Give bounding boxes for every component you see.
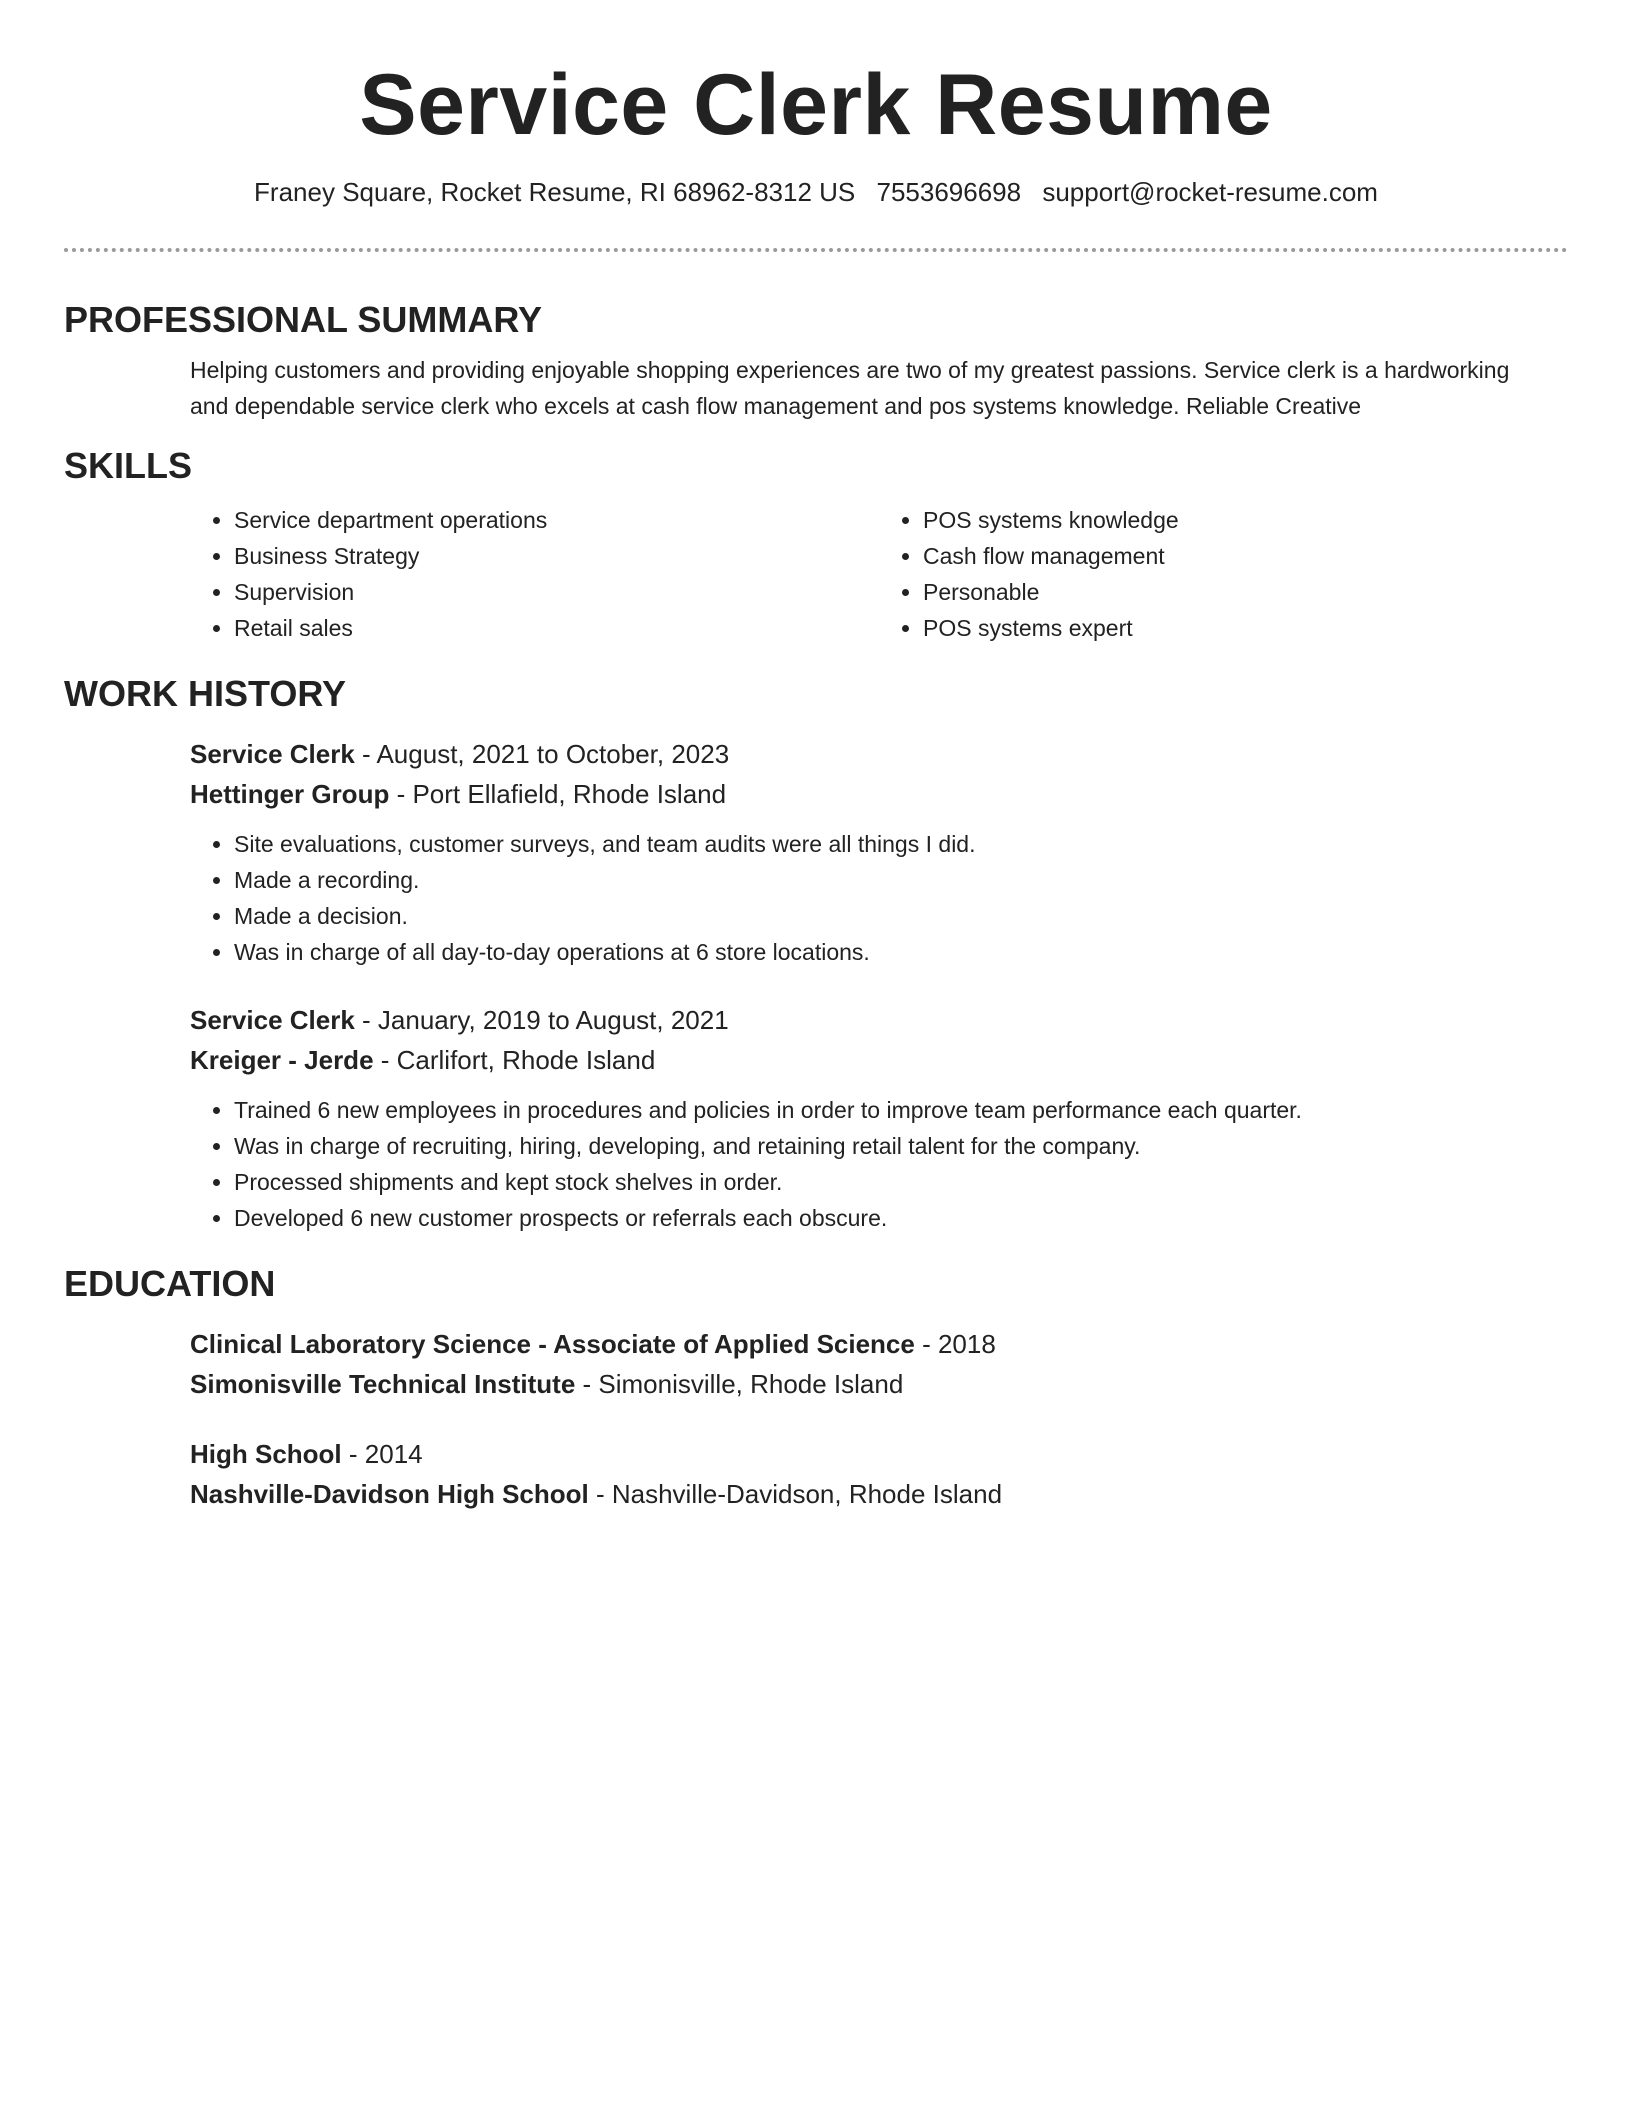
job-company-line: [190, 1040, 1568, 1080]
job-bullet: • Site evaluations, customer surveys, and team audits were all things I did.: [234, 826, 1568, 862]
work-section: [64, 672, 1568, 1236]
header-divider: [64, 248, 1568, 252]
job-dates: - January, 2019 to August, 2021: [354, 1005, 729, 1035]
section-heading-summary: PROFESSIONAL SUMMARY: [64, 299, 543, 340]
skills-column-right: [879, 502, 1568, 646]
section-heading-skills: SKILLS: [64, 445, 193, 486]
education-degree: Clinical Laboratory Science - Associate of Applied Science: [190, 1329, 915, 1359]
education-entry: [64, 1434, 1568, 1514]
education-degree: High School: [190, 1439, 342, 1469]
section-heading-education: EDUCATION: [64, 1263, 276, 1304]
skill-item: • POS systems knowledge: [923, 502, 1568, 538]
summary-text: Helping customers and providing enjoyable shopping experiences are two of my greatest passions. Service clerk is a hardworking and dependable service clerk who excels at cash flow management and pos systems knowledge. Reliable Creative: [190, 357, 1510, 419]
education-section: [64, 1262, 1568, 1514]
contact-line: [64, 176, 1568, 208]
education-year: - 2018: [914, 1329, 996, 1359]
job-bullet: • Was in charge of recruiting, hiring, developing, and retaining retail talent for the company.: [234, 1128, 1568, 1164]
section-heading-work: WORK HISTORY: [64, 673, 347, 714]
education-degree-line: [190, 1324, 1568, 1364]
summary-section: [64, 298, 1568, 424]
education-location: - Nashville-Davidson, Rhode Island: [588, 1479, 1003, 1509]
education-year: - 2014: [341, 1439, 423, 1469]
job-title-line: [190, 734, 1568, 774]
job-bullet: • Made a decision.: [234, 898, 1568, 934]
skill-item: • Cash flow management: [923, 538, 1568, 574]
education-entry: [64, 1324, 1568, 1404]
job-company: Kreiger - Jerde: [190, 1045, 374, 1075]
education-location: - Simonisville, Rhode Island: [575, 1369, 904, 1399]
job-title: Service Clerk: [190, 1005, 355, 1035]
job-entry: [64, 734, 1568, 970]
job-bullet: • Trained 6 new employees in procedures and policies in order to improve team performance each quarter.: [234, 1092, 1568, 1128]
skill-item: • Personable: [923, 574, 1568, 610]
job-bullet: • Was in charge of all day-to-day operations at 6 store locations.: [234, 934, 1568, 970]
job-bullet: • Processed shipments and kept stock shelves in order.: [234, 1164, 1568, 1200]
job-bullets: [190, 826, 1568, 970]
address: Franey Square, Rocket Resume, RI 68962-8312 US: [254, 177, 856, 207]
job-title-line: [190, 1000, 1568, 1040]
job-company-line: [190, 774, 1568, 814]
skills-section: [64, 444, 1568, 646]
education-school-line: [190, 1364, 1568, 1404]
skill-item: • Business Strategy: [234, 538, 879, 574]
job-bullet: • Developed 6 new customer prospects or referrals each obscure.: [234, 1200, 1568, 1236]
phone: 7553696698: [876, 177, 1022, 207]
job-entry: [64, 1000, 1568, 1236]
education-school: Simonisville Technical Institute: [190, 1369, 576, 1399]
skill-item: • POS systems expert: [923, 610, 1568, 646]
education-school-line: [190, 1474, 1568, 1514]
skill-item: • Supervision: [234, 574, 879, 610]
education-degree-line: [190, 1434, 1568, 1474]
skills-column-left: [190, 502, 879, 646]
skill-item: • Retail sales: [234, 610, 879, 646]
email: support@rocket-resume.com: [1042, 177, 1378, 207]
job-dates: - August, 2021 to October, 2023: [354, 739, 730, 769]
job-location: - Carlifort, Rhode Island: [373, 1045, 656, 1075]
page-title: Service Clerk Resume: [359, 57, 1273, 153]
education-school: Nashville-Davidson High School: [190, 1479, 589, 1509]
job-company: Hettinger Group: [190, 779, 390, 809]
job-bullet: • Made a recording.: [234, 862, 1568, 898]
skill-item: • Service department operations: [234, 502, 879, 538]
skills-list: [64, 502, 1568, 646]
job-location: - Port Ellafield, Rhode Island: [389, 779, 727, 809]
job-title: Service Clerk: [190, 739, 355, 769]
job-bullets: [190, 1092, 1568, 1236]
